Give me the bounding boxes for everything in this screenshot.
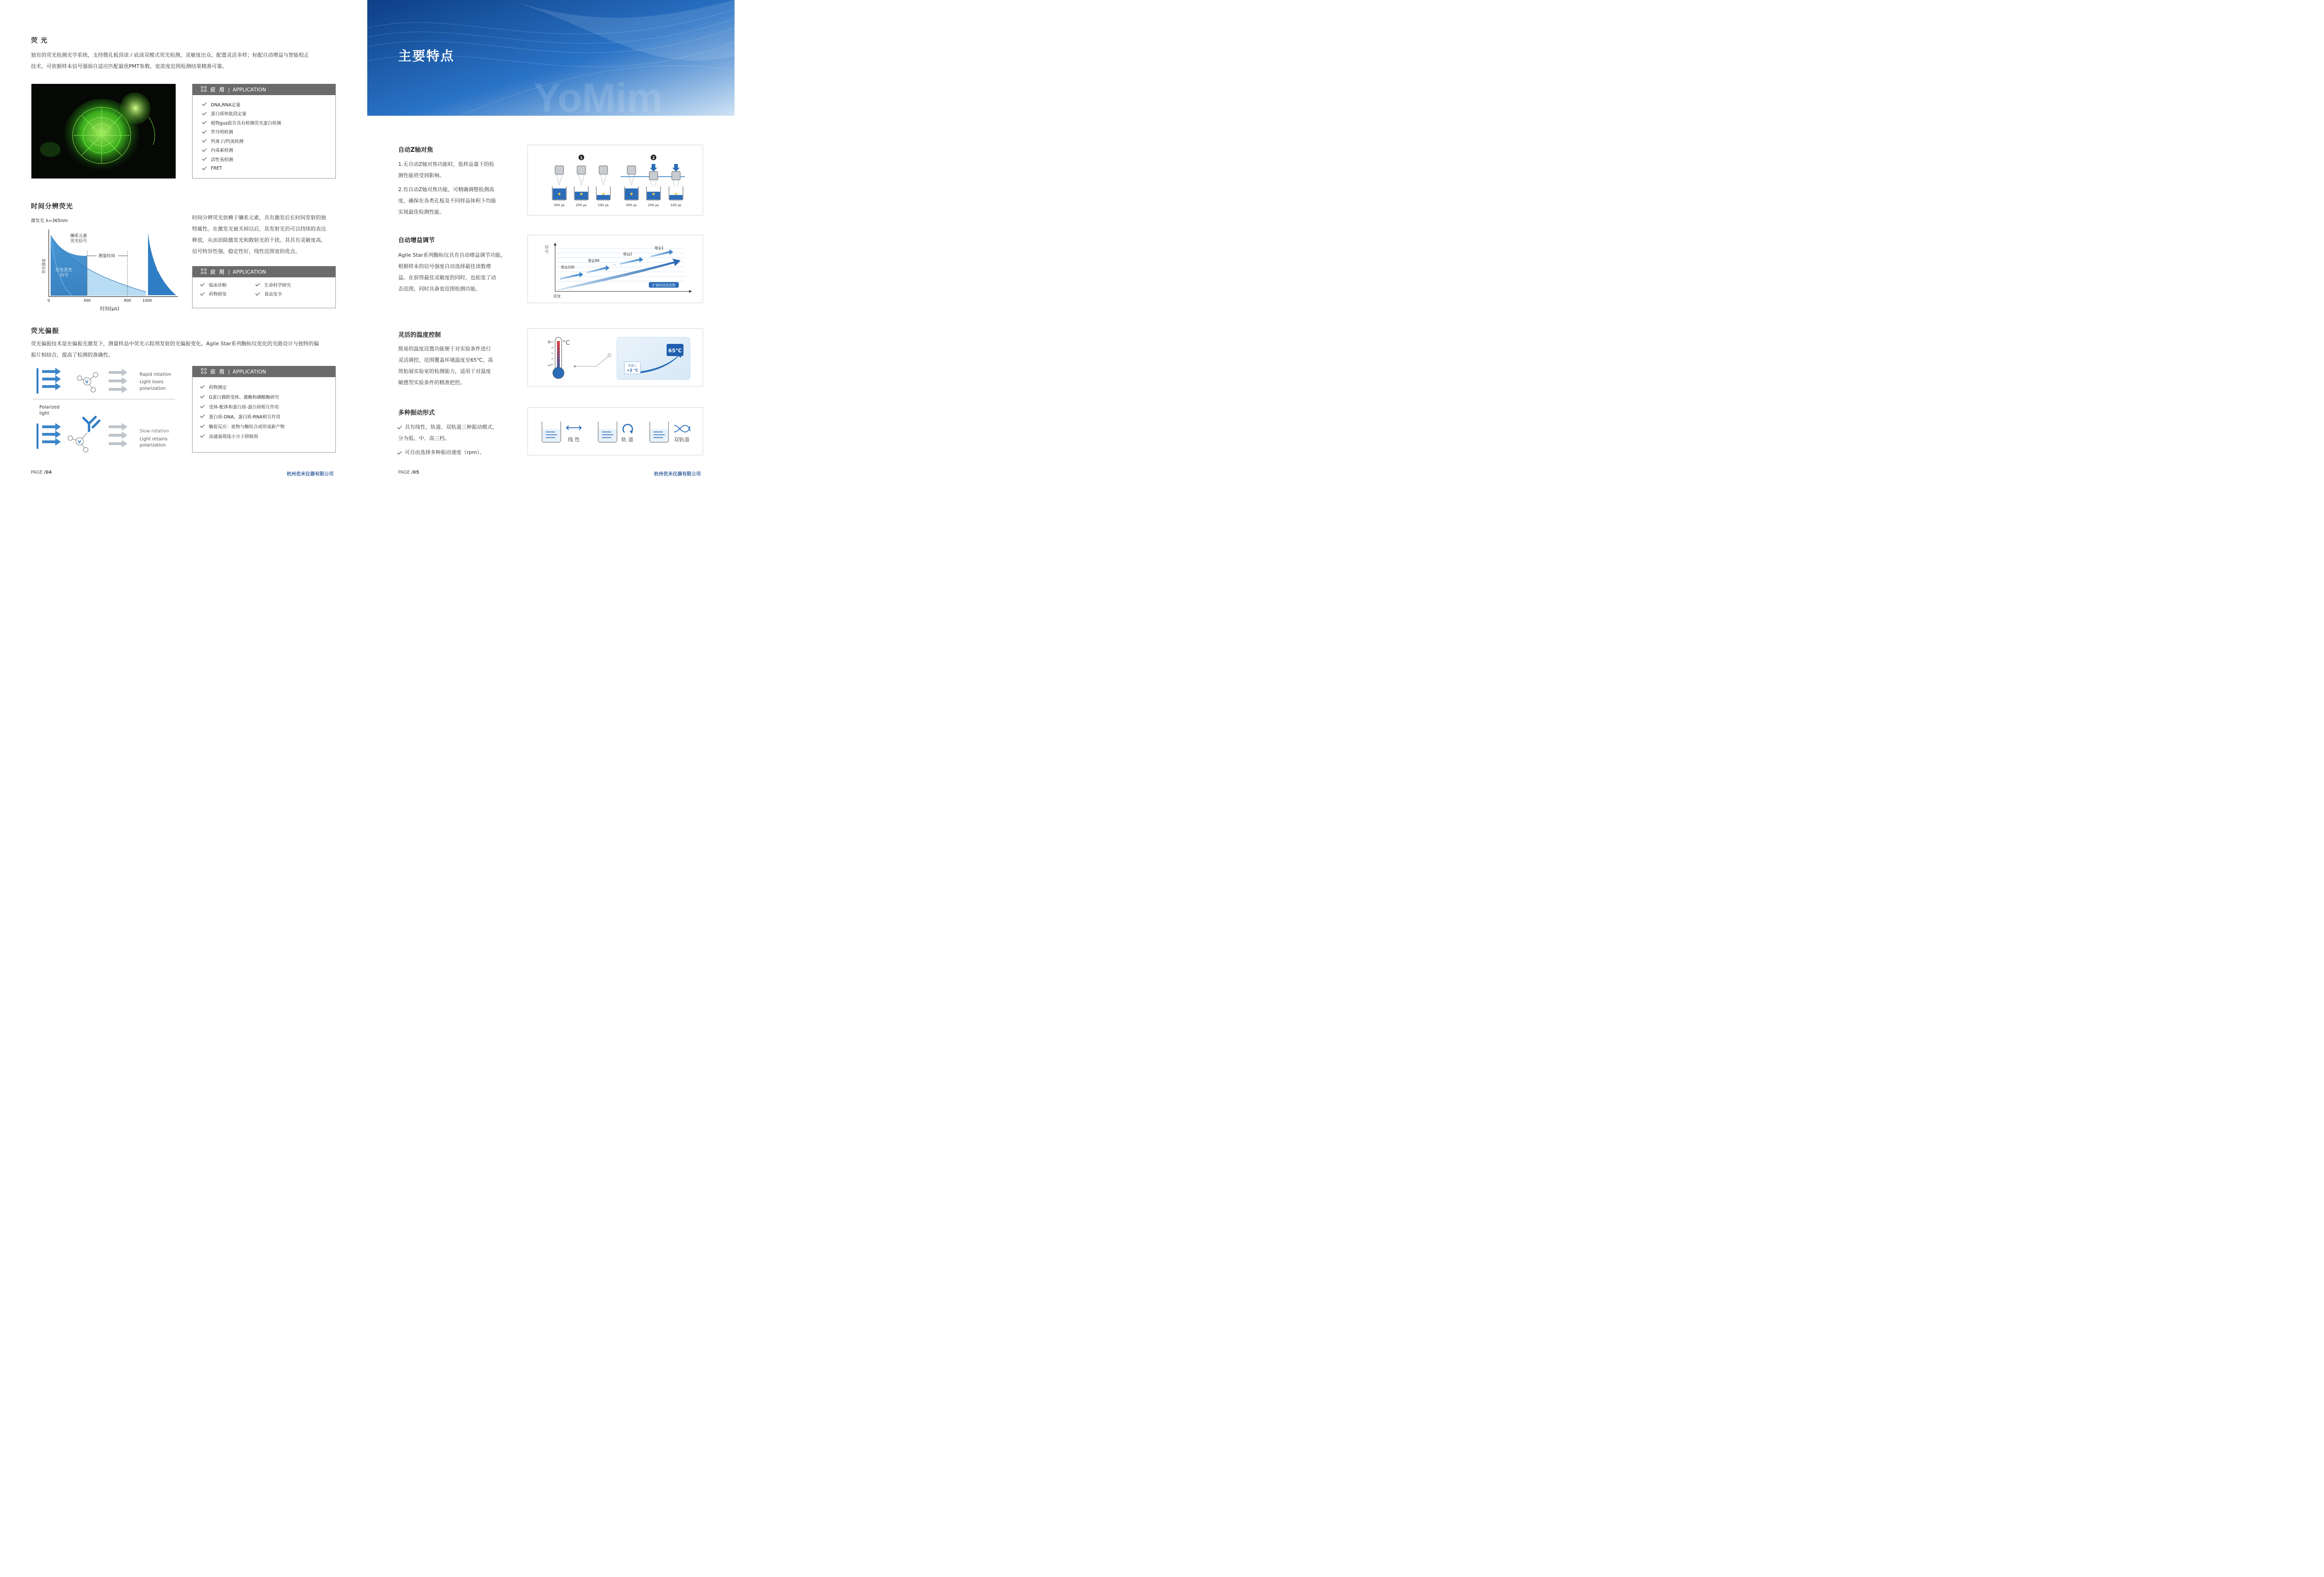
para-line: 特属性。在激发光被关掉以后，其发射光仍可以持续的表达 <box>192 226 326 232</box>
slow-rotation-label: Slow rotation <box>140 429 169 434</box>
temp-diagram <box>528 329 704 387</box>
gain99-label: 增益99 <box>588 259 600 263</box>
fp-diagram <box>31 365 177 454</box>
list-item-text: DNA,RNA定量 <box>211 102 241 108</box>
liquid-level <box>597 195 610 200</box>
gain-y-label: 信号 <box>545 245 549 254</box>
focus-point <box>653 193 655 195</box>
beaker-linear-icon <box>542 422 561 442</box>
volume-label: 200 μL <box>576 203 587 207</box>
check-icon <box>200 433 205 438</box>
application-header: 应 用 | APPLICATION <box>193 84 335 95</box>
check-icon <box>200 394 205 398</box>
linear-arrow-icon <box>566 426 581 430</box>
gain-description <box>398 250 515 295</box>
banner-watermark: YoMim <box>534 75 663 116</box>
new-cycle-label-1: 新的 <box>156 263 165 268</box>
room-temp-label-2: +2 ℃ <box>626 368 639 372</box>
para-line: Agile Star系列酶标仪具有自动增益调节功能， <box>398 252 506 258</box>
check-icon <box>397 450 402 454</box>
para-line: 振片相结合，提高了检测的准确性。 <box>31 352 113 358</box>
application-icon <box>201 268 208 275</box>
badge-2: 2 <box>652 156 655 160</box>
celsius-unit: °C <box>563 340 570 347</box>
well-unit <box>552 166 566 207</box>
list-item-text: 食品安全 <box>264 292 282 298</box>
fluorescence-application-box <box>192 84 336 179</box>
focus-point <box>558 193 561 195</box>
check-icon <box>202 101 207 106</box>
gain-figure <box>527 235 703 303</box>
fluorescence-title: 荧 光 <box>31 37 48 45</box>
para-line: 1.无自动Z轴对焦功能时，低样品量下的检 <box>398 161 495 167</box>
list-item <box>203 100 335 109</box>
room-temp-label-1: 室温上 <box>628 364 637 367</box>
objective-icon <box>577 166 586 174</box>
objective-icon <box>555 166 564 174</box>
plus-sign: + <box>547 339 552 345</box>
gain-x-label: 浓度 <box>553 294 561 298</box>
check-icon <box>200 282 205 286</box>
polarization-label-top: polarization <box>140 386 166 391</box>
x-tick-1000: 1000 <box>142 298 152 303</box>
polarized-label: Polarized <box>39 405 60 410</box>
thermometer-bulb <box>553 367 564 379</box>
dynamic-range-label: 扩展的动态范围 <box>652 283 676 287</box>
double-orbital-label: 双轨道 <box>674 437 690 443</box>
autofluorescence-label-2: 信号 <box>60 273 69 278</box>
light-retains-label: Light retains <box>140 437 168 442</box>
list-item <box>201 280 256 290</box>
volume-label: 200 μL <box>648 203 659 207</box>
list-item <box>203 146 335 155</box>
para-line: 益。在获得最佳灵敏度的同时，也拓宽了动 <box>398 275 496 281</box>
light-loses-label: Light loses <box>140 379 163 385</box>
list-item-text: 药物研发 <box>209 292 227 298</box>
para-line: 灵活调控，范围覆盖环境温度至65℃，高 <box>398 357 493 363</box>
left-footer-company: 杭州优米仪器有限公司 <box>287 472 334 477</box>
list-item <box>203 136 335 146</box>
measure-label: 测量时间 <box>98 254 116 259</box>
x-arrow-icon <box>689 290 692 293</box>
list-item <box>201 402 335 411</box>
list-item-text: 罗丹明检测 <box>211 130 233 135</box>
page-number: /05 <box>411 470 419 475</box>
list-item-text: 高通量筛选小分子抑制剂 <box>209 434 258 439</box>
temp-description <box>398 343 511 388</box>
list-item-text: 内毒素检测 <box>211 148 233 154</box>
volume-label: 300 μL <box>554 203 565 207</box>
para-line: 实现最佳检测性能。 <box>398 209 445 215</box>
application-label-en: APPLICATION <box>232 268 266 275</box>
connector-end <box>608 354 611 357</box>
linear-label: 线 性 <box>568 437 580 443</box>
badge-1: 1 <box>580 156 583 160</box>
check-icon <box>255 291 260 296</box>
para-line: 度，确保在各类孔板及不同样品体积下均能 <box>398 198 496 204</box>
focus-point <box>580 193 583 195</box>
volume-label: 100 μL <box>670 203 682 207</box>
list-item-text: 受体-配体和蛋白质-蛋白质相互作用 <box>209 404 279 410</box>
application-label: 应 用 <box>210 369 225 375</box>
rapid-rotation-label: Rapid rotation <box>140 372 171 377</box>
list-item <box>203 164 335 173</box>
focus-point <box>602 193 605 195</box>
beaker-double-orbital-icon <box>650 422 668 442</box>
autoz-title: 自动Z轴对焦 <box>398 147 433 154</box>
para-line: 简易的温度设置功能便于对实验条件进行 <box>398 346 491 352</box>
application-label-en: APPLICATION <box>232 368 266 375</box>
connector-dot <box>574 365 576 367</box>
para-line: 信号特异性强，稳定性好，线性范围宽的优点。 <box>192 248 300 254</box>
trf-decay-diagram <box>30 215 187 314</box>
check-icon <box>200 403 205 408</box>
para-line: 可自由选择多种振动速度（rpm）。 <box>405 449 485 455</box>
connector-line <box>575 356 609 366</box>
right-footer-company: 杭州优米仪器有限公司 <box>654 472 701 477</box>
banner-title: 主要特点 <box>398 48 455 64</box>
page-number: /04 <box>44 470 52 475</box>
check-icon <box>200 413 205 418</box>
list-item <box>201 290 256 299</box>
fluorescence-application-list <box>193 95 335 173</box>
well-unit <box>646 164 661 207</box>
para-line: 2.有自动Z轴对焦功能，可精确调整检测高 <box>398 186 495 193</box>
objective-icon <box>649 171 658 180</box>
objective-icon <box>599 166 608 174</box>
application-header: 应 用 | APPLICATION <box>193 266 335 277</box>
well-unit <box>596 166 610 207</box>
list-item-text: 生命科学研究 <box>264 283 291 288</box>
light-label: light <box>39 411 50 416</box>
antibody-icon <box>83 417 99 431</box>
para-line: 技术，可依据样本信号强弱自适应匹配最优PMT参数，宽浓度范围检测结果精准可靠。 <box>31 63 227 69</box>
outgoing-arrows-top <box>109 369 127 393</box>
gain1-arrow <box>651 249 673 257</box>
list-item-text: 蛋白质-DNA，蛋白质-RNA相互作用 <box>209 414 281 420</box>
para-line: 具有线性、轨道、双轨道三种振动模式， <box>405 424 497 430</box>
gain2-label: 增益2 <box>623 252 632 256</box>
shake-figure <box>527 407 703 455</box>
polarizer-bar-bottom <box>37 424 38 449</box>
para-line: 分为低、中、高三档。 <box>398 435 450 441</box>
focus-point <box>675 193 677 195</box>
application-label: 应 用 <box>210 269 225 275</box>
list-item <box>201 382 335 392</box>
gain99-arrow <box>587 265 609 273</box>
new-cycle-label-2: 周期 <box>156 268 165 273</box>
application-icon <box>201 368 208 375</box>
check-icon <box>202 147 207 152</box>
left-footer-page <box>31 470 52 475</box>
check-icon <box>200 423 205 428</box>
application-label-en: APPLICATION <box>232 86 266 93</box>
autofluorescence-label-1: 自发荧光 <box>55 268 73 273</box>
shake-line-2 <box>398 447 515 458</box>
para-line: 态范围，同时具备宽范围检测功能。 <box>398 286 481 292</box>
y-arrow-icon <box>554 243 557 245</box>
well-unit <box>669 164 683 207</box>
fp-application-list <box>193 377 335 441</box>
check-icon <box>255 282 260 286</box>
y-axis-label: 荧光强度 <box>42 259 46 274</box>
thermometer-ticks <box>550 342 553 364</box>
list-item <box>201 392 335 402</box>
trf-description <box>192 212 337 257</box>
down-arrow-icon <box>672 164 680 171</box>
check-icon <box>200 384 205 388</box>
application-label: 应 用 <box>210 87 225 93</box>
gain100-arrow <box>560 272 583 280</box>
objective-icon <box>627 166 636 174</box>
shake-description <box>398 422 515 458</box>
minus-sign: − <box>547 362 552 369</box>
outgoing-arrows-bottom <box>109 423 127 447</box>
down-arrow-icon <box>650 164 657 171</box>
polarization-label-bottom: polarization <box>140 443 166 448</box>
lanthanide-label-1: 镧系元素 <box>70 234 88 238</box>
beaker-orbital-icon <box>598 422 617 442</box>
list-item-text: G蛋白偶联受体、激酶和磷酸酶研究 <box>209 394 279 400</box>
list-item-text: 药物测定 <box>209 385 227 390</box>
fp-description <box>31 338 340 361</box>
autoz-figure <box>527 145 703 216</box>
lanthanide-label-2: 荧光信号 <box>70 239 88 244</box>
page-label: PAGE <box>398 470 410 475</box>
list-item <box>203 155 335 164</box>
volume-label: 100 μL <box>598 203 609 207</box>
orbital-label: 轨 道 <box>621 437 633 443</box>
para-line: 独有的荧光检测光学系统，支持微孔板顶读 / 底读双模式荧光检测，灵敏度出众、配置灵活多样；标配自动增益与智能校正 <box>31 52 309 58</box>
orbital-arrowhead-icon <box>630 430 633 434</box>
list-item <box>203 109 335 119</box>
fp-application-box <box>192 366 336 453</box>
volume-label: 300 μL <box>626 203 637 207</box>
para-line: 时间分辨荧光依赖于镧系元素，具有激发后长时间发射的独 <box>192 215 326 221</box>
temp-title: 灵活的温度控制 <box>398 332 441 339</box>
application-icon <box>201 86 208 93</box>
para-line: 效拓展实验室的检测能力，适用于对温度 <box>398 368 491 374</box>
incoming-arrows-bottom <box>42 423 61 446</box>
jellyfish-image <box>31 84 176 179</box>
gain100-label: 增益100 <box>561 265 575 269</box>
temp-figure <box>527 328 703 387</box>
x-tick-800: 800 <box>124 298 131 303</box>
x-axis-label: 时间(μs) <box>100 306 119 312</box>
autoz-diagram <box>528 145 704 216</box>
list-item-text: 蛋白质和肽段定量 <box>211 112 247 117</box>
check-icon <box>202 119 207 124</box>
shake-diagram <box>528 408 704 456</box>
fluorescence-description <box>31 50 340 72</box>
check-icon <box>202 111 207 115</box>
incoming-arrows-top <box>42 368 61 390</box>
check-icon <box>202 165 207 170</box>
check-icon <box>202 138 207 142</box>
list-item-text: FRET <box>211 165 222 171</box>
polarizer-bar-top <box>37 368 38 394</box>
focus-point <box>631 193 633 195</box>
para-line: 释放，从而消除激发光和散射光的干扰。其具有灵敏度高， <box>192 237 326 243</box>
trf-title: 时间分辨荧光 <box>31 203 73 210</box>
x-tick-400: 400 <box>83 298 91 303</box>
temp65-label: 65℃ <box>668 348 682 354</box>
list-item <box>256 290 291 299</box>
list-item-text: 酶促反应：底物与酶结合或形成新产物 <box>209 424 285 430</box>
double-orbital-arrow-icon <box>674 425 690 432</box>
gain-dots: ··· <box>612 263 616 268</box>
list-item <box>201 431 335 441</box>
page-label: PAGE <box>31 470 43 475</box>
list-item <box>201 421 335 431</box>
list-item-text: 活性氧检测 <box>211 157 233 163</box>
gain1-label: 增益1 <box>654 246 664 250</box>
list-item <box>203 127 335 137</box>
liquid-level <box>669 195 683 200</box>
gain-title: 自动增益调节 <box>398 237 435 244</box>
list-item-text: 植物gus报告具有检测荧光蛋白检测 <box>211 120 282 126</box>
fp-title: 荧光偏振 <box>31 327 59 335</box>
check-icon <box>202 129 207 134</box>
trf-application-list <box>193 277 335 298</box>
list-item <box>256 280 291 290</box>
trf-application-box <box>192 266 336 308</box>
well-unit <box>574 166 588 207</box>
para-line: 敏感型实验条件的精准把控。 <box>398 379 465 386</box>
para-line: 根据样本的信号强度自动选择最佳读数增 <box>398 263 491 269</box>
list-item <box>203 118 335 127</box>
excitation-label: 激发光 λ=365nm <box>31 218 68 223</box>
check-icon <box>397 424 402 429</box>
v-label-bottom: V <box>78 440 81 445</box>
list-item <box>201 411 335 421</box>
objective-icon <box>672 171 680 180</box>
para-line: 荧光偏振技术是在偏振光激发下，测量样品中荧光示踪剂发射的光偏振变化。Agile Star系列酶标仪优化的光路设计与独特的偏 <box>31 341 319 347</box>
v-label: V <box>85 380 89 385</box>
check-icon <box>200 291 205 296</box>
shake-line-1 <box>398 422 515 433</box>
para-line: 测性能将受到影响。 <box>398 172 445 179</box>
list-item-text: 钙离子/钙流检测 <box>211 139 244 144</box>
shake-title: 多种振动形式 <box>398 409 435 417</box>
application-header: 应 用 | APPLICATION <box>193 366 335 377</box>
well-unit <box>624 166 639 207</box>
gain2-arrow <box>620 257 643 265</box>
gain-diagram <box>528 235 704 304</box>
list-item-text: 临床诊断 <box>209 283 227 288</box>
x-tick-0: 0 <box>47 298 50 303</box>
right-footer-page <box>398 470 419 475</box>
autoz-description <box>398 159 511 218</box>
check-icon <box>202 156 207 161</box>
